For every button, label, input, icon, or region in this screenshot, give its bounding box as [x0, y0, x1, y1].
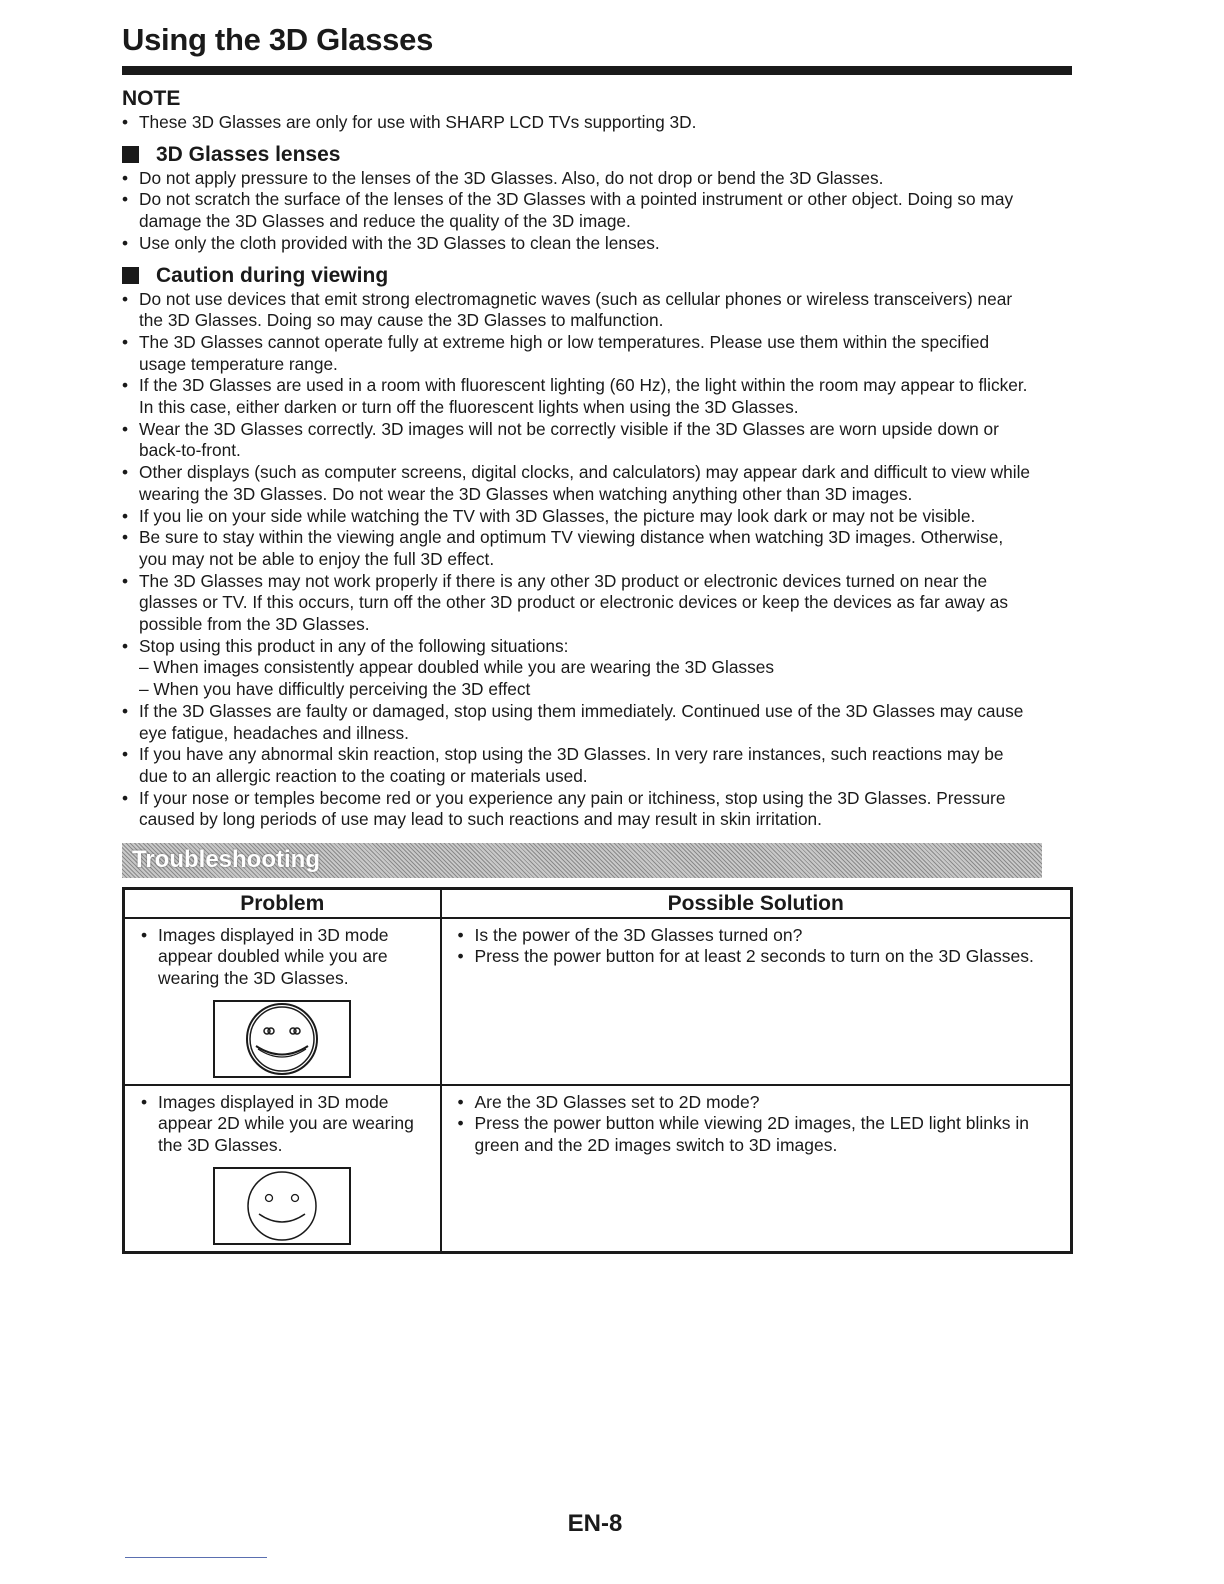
list-item: • Other displays (such as computer screens, digital clocks, and calculators) may appear dark and difficult to view while wearing the 3D Glasses. Do not wear the 3D Glasses when watching anything other than 3D images.: [122, 462, 1072, 505]
solution-item: • Is the power of the 3D Glasses turned on?: [458, 925, 1061, 947]
troubleshooting-table: [122, 887, 1073, 1254]
problem-cell: [124, 1085, 441, 1253]
problem-text: • Images displayed in 3D mode appear 2D while you are wearing the 3D Glasses.: [141, 1092, 430, 1157]
list-item: • Use only the cloth provided with the 3D Glasses to clean the lenses.: [122, 233, 1072, 255]
solution-cell: [441, 1085, 1072, 1253]
sub-item: – When images consistently appear doubled while you are wearing the 3D Glasses: [139, 657, 774, 678]
content: [122, 86, 1072, 831]
note-item: • These 3D Glasses are only for use with SHARP LCD TVs supporting 3D.: [122, 112, 1072, 134]
lenses-heading: [122, 142, 1072, 168]
list-item: • If you have any abnormal skin reaction, stop using the 3D Glasses. In very rare instances, such reactions may be due to an allergic reaction to the coating or materials used.: [122, 744, 1072, 787]
list-item: • Stop using this product in any of the following situations:: [122, 636, 1072, 658]
lenses-heading-text: 3D Glasses lenses: [156, 142, 341, 166]
problem-text: • Images displayed in 3D mode appear doubled while you are wearing the 3D Glasses.: [141, 925, 430, 990]
problem-cell: [124, 918, 441, 1085]
list-item: • If you lie on your side while watching the TV with 3D Glasses, the picture may look dark or may not be visible.: [122, 506, 1072, 528]
table-header: [124, 889, 1072, 918]
col-problem: Problem: [124, 889, 441, 918]
page-title: Using the 3D Glasses: [122, 22, 434, 57]
list-item: • If the 3D Glasses are faulty or damaged, stop using them immediately. Continued use of the 3D Glasses may cause eye fatigue, headaches and illness.: [122, 701, 1072, 744]
page-number: EN-8: [567, 1510, 623, 1537]
sub-item: – When you have difficultly perceiving the 3D effect: [139, 679, 531, 700]
caution-heading: [122, 263, 1072, 289]
list-item: • Wear the 3D Glasses correctly. 3D images will not be correctly visible if the 3D Glasses are worn upside down or back-to-front.: [122, 419, 1072, 462]
flat-face-icon: [213, 1167, 351, 1245]
troubleshooting-banner: [122, 843, 1042, 878]
doubled-face-icon: [213, 1000, 351, 1078]
table-row: [124, 1085, 1072, 1253]
note-heading: NOTE: [122, 87, 181, 110]
list-item: • Do not scratch the surface of the lenses of the 3D Glasses with a pointed instrument or other object. Doing so may damage the 3D Glasses and reduce the quality of the 3D image.: [122, 189, 1072, 232]
title-rule: [122, 66, 1072, 75]
note-list: [122, 112, 1072, 134]
caution-list: [122, 289, 1072, 832]
list-item: • If your nose or temples become red or you experience any pain or itchiness, stop using the 3D Glasses. Pressure caused by long periods of use may lead to such reactions and may result in skin irritation.: [122, 788, 1072, 831]
list-item: • Do not apply pressure to the lenses of the 3D Glasses. Also, do not drop or bend the 3D Glasses.: [122, 168, 1072, 190]
caution-heading-text: Caution during viewing: [156, 263, 389, 287]
solution-cell: [441, 918, 1072, 1085]
col-solution: Possible Solution: [441, 889, 1072, 918]
list-item: • The 3D Glasses cannot operate fully at extreme high or low temperatures. Please use them within the specified usage temperature range.: [122, 332, 1072, 375]
square-bullet-icon: [122, 267, 139, 284]
solution-item: • Press the power button while viewing 2D images, the LED light blinks in green and the 2D images switch to 3D images.: [458, 1113, 1061, 1156]
lenses-list: [122, 168, 1072, 255]
list-item: • Do not use devices that emit strong electromagnetic waves (such as cellular phones or wireless transceivers) near the 3D Glasses. Doing so may cause the 3D Glasses to malfunction.: [122, 289, 1072, 332]
list-item: • If the 3D Glasses are used in a room with fluorescent lighting (60 Hz), the light within the room may appear to flicker. In this case, either darken or turn off the fluorescent lights when using the 3D Glasses.: [122, 375, 1072, 418]
troubleshooting-heading: Troubleshooting: [132, 846, 320, 873]
footer-line: [125, 1557, 267, 1558]
solution-item: • Press the power button for at least 2 seconds to turn on the 3D Glasses.: [458, 946, 1061, 968]
square-bullet-icon: [122, 146, 139, 163]
table-row: [124, 918, 1072, 1085]
list-item: • Be sure to stay within the viewing angle and optimum TV viewing distance when watching 3D images. Otherwise, you may not be able to enjoy the full 3D effect.: [122, 527, 1072, 570]
solution-item: • Are the 3D Glasses set to 2D mode?: [458, 1092, 1061, 1114]
list-item: • The 3D Glasses may not work properly if there is any other 3D product or electronic devices turned on near the glasses or TV. If this occurs, turn off the other 3D product or electronic devices or keep the devices as far away as possible from the 3D Glasses.: [122, 571, 1072, 636]
